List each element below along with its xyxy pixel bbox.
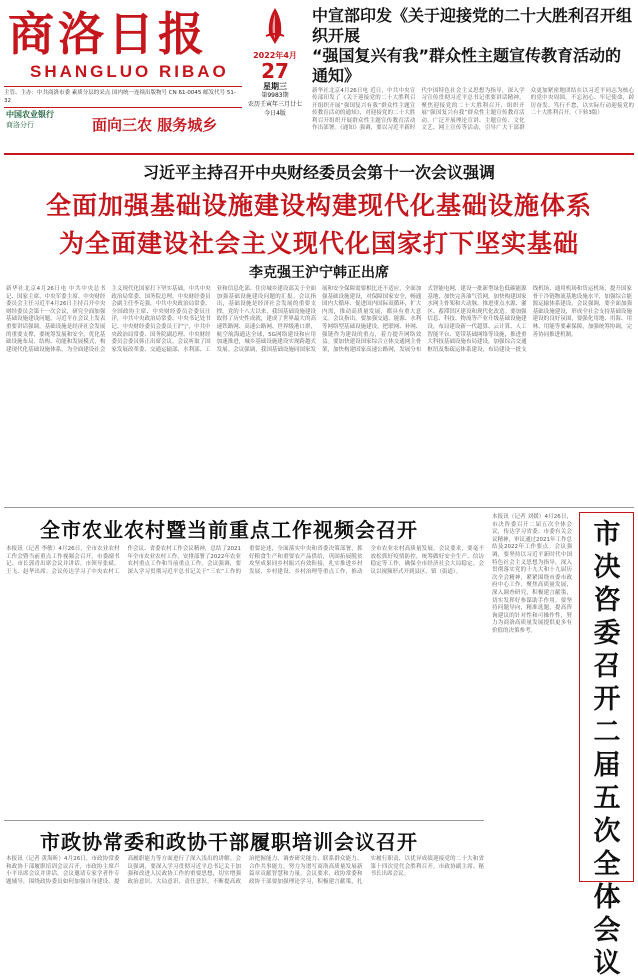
date-year-month: 2022年4月 [253, 51, 297, 60]
main-kicker: 习近平主持召开中央财经委员会第十一次会议强调 [142, 163, 495, 182]
top-story-lead: 新华社北京4月26日电 近日，中共中央宣传部印发了《关于迎接党的二十大胜利召开组织开展“强国复兴有我”群众性主题宣传教育活动的通知》，对迎接党的二十大胜利召开组织开展群众性主题宣传教育活动作出部署。《通知》强调，要以习近平新时代中国特色社会主义思想为指导，深入学习宣传贯彻习近平总书记重要讲话精神，聚焦迎接党的二十大胜利召开，组织开展“强国复兴有我”群众性主题宣传教育活动，广泛开展理论宣讲、主题宣传、文化文艺、网上宣传等活动，引导广大干部群众更加紧密地团结在以习近平同志为核心的党中央周围，不忘初心、牢记使命，踔厉奋发、笃行不怠，以实际行动迎接党的二十大胜利召开。（下转3版） [312, 88, 634, 132]
issue-number: 第9983期 [261, 92, 289, 99]
top-story-headline[interactable] [312, 6, 634, 86]
newspaper-pinyin: SHANGLUO RIBAO [30, 62, 229, 81]
partner-name: 中国农业银行 [6, 110, 54, 119]
page-count: 今日4版 [264, 110, 286, 117]
date-weekday: 星期三 [263, 82, 287, 91]
main-subhead: 李克强王沪宁韩正出席 [249, 265, 389, 281]
top-headline-line2: “强国复兴有我”群众性主题宣传教育活动的通知》 [312, 46, 622, 85]
partner-sub: 商洛分行 [6, 121, 34, 129]
agri-body: 本报讯（记者 李敏）4月26日，全市农业农村工作会暨当前重点工作视频会召开，市委副书记、市长郭青出席会议并讲话。市领导张斌、王飞、赵华出席。会议传达学习了中央农村工作会议、省委农村工作会议精神，总结了2021年全市农业农村工作，安排部署了2022年农业农村重点工作和当前重点工作。会议强调，要深入学习贯彻习近平总书记关于“三农”工作的重要论述，全面落实中央和省委决策部署，抓好粮食生产和重要农产品供给，巩固拓展脱贫攻坚成果同乡村振兴有效衔接，扎实推进乡村发展、乡村建设、乡村治理等重点工作，推动全市农业农村高质量发展。会议要求，要毫不放松抓好疫情防控，统筹做好安全生产、信访稳定等工作，确保全市经济社会大局稳定。会议以视频形式开到县区、镇（街道）。 [6, 546, 484, 575]
masthead-meta: 主管、主办：中共商洛市委 素质分层的采点 国内统一连续出版物号 CN 61-0045 邮发代号 51-32 [4, 86, 242, 108]
main-story-body: 新华社北京4月26日电 中共中央总书记、国家主席、中央军委主席、中央财经委员会主任习近平4月26日主持召开中央财经委员会第十一次会议，研究全面加强基础设施建设问题。习近平在会议上发表重要讲话强调，基础设施是经济社会发展的重要支撑，要统筹发展和安全，优化基础设施布局、结构、功能和发展模式，构建现代化基础设施体系，为全面建设社会主义现代化国家打下坚实基础。中共中央政治局常委、国务院总理、中央财经委员会副主任李克强，中共中央政治局常委、全国政协主席、中央财经委员会委员汪洋，中共中央政治局常委、中央书记处书记、中央财经委员会委员王沪宁，中共中央政治局常委、国务院副总理、中央财经委员会委员韩正出席会议。会议听取了国家发展改革委、交通运输部、水利部、工业和信息化部、住房城乡建设部关于全面加强基础设施建设问题的汇报。会议指出，基础设施是经济社会发展的重要支撑。党的十八大以来，我国基础设施建设取得了历史性成就，建成了世界最大的高速铁路网、高速公路网、世界级港口群，航空航海通达全球，5G网络建设和应用加速推进，城乡基础设施建设实现跨越式发展。会议强调，我国基础设施同国家发展和安全保障需要相比还不适应，全面加强基础设施建设，对保障国家安全，畅通国内大循环、促进国内国际双循环，扩大内需，推动高质量发展，都具有重大意义。会议指出，要加强交通、能源、水利等网络型基础设施建设，把联网、补网、强链作为建设的重点，着力提升网络效益。要加快建设国家综合立体交通网主骨架，加快构建国家高速公路网，发展分布式智能电网，建设一批新型绿色低碳能源基地，加快完善油气管网，加快构建国家水网主骨架和大动脉，推进重点水源、灌区、蓄滞洪区建设和现代化改造。要加强信息、科技、物流等产业升级基础设施建设，布局建设新一代超算、云计算、人工智能平台、宽带基础网络等设施，推进重大科技基础设施布局建设，加强综合交通枢纽及集疏运体系建设，布局建设一批支线机场、通用机场和货运机场，提升国家骨干冷链物流基地设施水平，加强综合能源运输体系建设。会议强调，要全面加强基础设施建设，形成全社会支持基础设施建设的良好氛围，要强化用地、用海、用林、用能等要素保障，加强统筹协调，完善协同推进机制。 [6, 286, 632, 353]
main-headline-line2[interactable]: 为全面建设社会主义现代化国家打下坚实基础 [58, 229, 579, 258]
cppcc-body: 本报讯（记者 黄海昕）4月26日，市政协常委和政协干部履职培训会议召开，市政协主席卢小平出席会议并讲话。会议邀请专家学者作专题辅导，围绕政协委员如何加强自身建设、提高履职能力等方面进行了深入浅出的讲解。会议强调，要深入学习贯彻习近平总书记关于加强和改进人民政协工作的重要思想，切实增强政治意识、大局意识、责任意识，不断提高政治把握能力、调查研究能力、联系群众能力、合作共事能力，努力为谱写商洛高质量发展新篇章贡献智慧和力量。会议要求，政协常委和政协干部要加强理论学习，积极建言献策，扎实履行职责，以优异成绩迎接党的二十大和省第十四次党代会胜利召开。市政协副主席、秘书长出席会议。 [6, 856, 484, 885]
divider [4, 153, 634, 155]
agri-headline[interactable]: 全市农业农村暨当前重点工作视频会召开 [40, 518, 418, 542]
partner-logo [6, 110, 74, 136]
cppcc-headline[interactable]: 市政协常委和政协干部履职培训会议召开 [40, 830, 418, 854]
divider [4, 820, 484, 821]
date-box [246, 6, 304, 146]
lunar-date: 农历壬寅年三月廿七 [247, 101, 302, 108]
main-headline-line1[interactable]: 全面加强基础设施建设构建现代化基础设施体系 [45, 191, 592, 220]
divider [4, 507, 634, 508]
partner-slogan: 面向三农 服务城乡 [92, 116, 218, 134]
date-day: 27 [261, 59, 289, 83]
top-headline-line1: 中宣部印发《关于迎接党的二十大胜利召开组织开展 [312, 6, 633, 45]
cpc-body: 本报讯（记者 刘媛）4月26日，市决咨委召开二届五次全体会议，传达学习省委、市委有关会议精神，审议通过2021年工作总结及2022年工作要点。会议强调，要坚持以习近平新时代中国特色社会主义思想为指导，深入贯彻落实党的十九大和十九届历次全会精神，紧紧围绕市委市政府中心工作，聚焦高质量发展，深入调查研究，积极建言献策，切实发挥好参谋助手作用。要坚持问题导向，精准选题，提高咨询建议的针对性和可操作性，努力为商洛高质量发展提供更多有价值的决策参考。 [492, 514, 572, 634]
cpc-headline[interactable]: 市决咨委召开二届五次全体会议 [593, 519, 621, 979]
flag-emblem-icon [260, 6, 290, 46]
newspaper-title: 商洛日报 [8, 7, 208, 61]
masthead [0, 0, 638, 152]
